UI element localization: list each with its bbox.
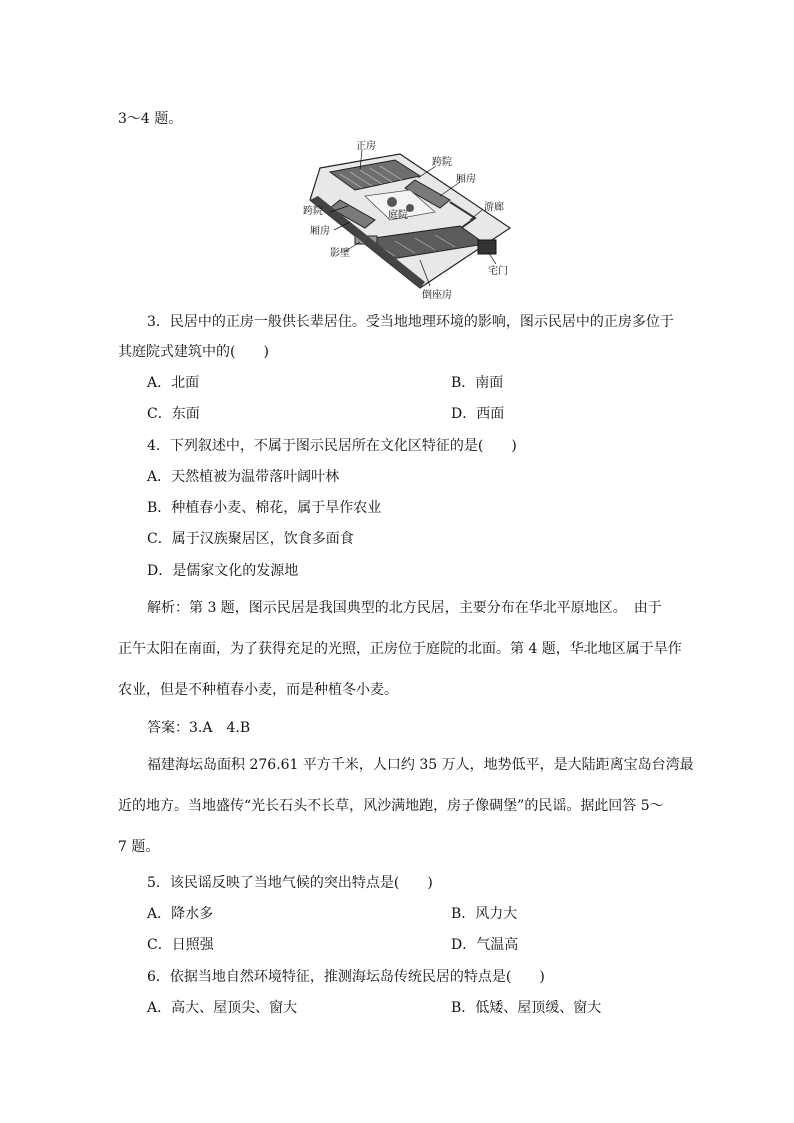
- answer-line: 答案：3.A 4.B: [147, 720, 251, 736]
- q3-option-a[interactable]: A．北面: [147, 375, 200, 391]
- passage-line1: 福建海坛岛面积 276.61 平方千米，人口约 35 万人，地势低平，是大陆距离宝岛台湾最: [147, 757, 694, 773]
- q6-option-a[interactable]: A．高大、屋顶尖、窗大: [147, 1000, 298, 1016]
- label-zhengfang: 正房: [356, 141, 376, 152]
- q4-option-b[interactable]: B．种植春小麦、棉花，属于旱作农业: [147, 500, 382, 516]
- q4-option-a[interactable]: A．天然植被为温带落叶阔叶林: [147, 469, 340, 485]
- label-tingyuan: 庭院: [388, 210, 408, 221]
- q4-stem: 4．下列叙述中，不属于图示民居所在文化区特征的是( ): [147, 438, 517, 454]
- q4-option-d[interactable]: D．是儒家文化的发源地: [147, 563, 299, 579]
- q5-option-c[interactable]: C．日照强: [147, 937, 214, 953]
- analysis-line3: 农业，但是不种植春小麦，而是种植冬小麦。: [118, 682, 398, 698]
- label-yingbi: 影壁: [330, 248, 350, 259]
- label-xiangfang-left: 厢房: [310, 226, 330, 237]
- q3-stem-line2: 其庭院式建筑中的( ): [118, 344, 269, 360]
- q3-stem-line1: 3．民居中的正房一般供长辈居住。受当地地理环境的影响，图示民居中的正房多位于: [147, 314, 674, 330]
- q3-option-c[interactable]: C．东面: [147, 406, 200, 422]
- intro-tail: 3～4 题。: [118, 111, 183, 127]
- analysis-line1: 解析：第 3 题，图示民居是我国典型的北方民居，主要分布在华北平原地区。 由于: [147, 600, 662, 616]
- label-kuayuan-left: 跨院: [303, 206, 323, 217]
- label-kuayuan-right: 跨院: [432, 157, 452, 168]
- q6-stem: 6．依据当地自然环境特征，推测海坛岛传统民居的特点是( ): [147, 969, 545, 985]
- q5-option-d[interactable]: D．气温高: [451, 937, 519, 953]
- label-youlang: 游廊: [484, 202, 504, 213]
- courtyard-house-figure: [300, 140, 520, 300]
- siheyuan-illustration: [300, 140, 520, 300]
- analysis-line2: 正午太阳在南面，为了获得充足的光照，正房位于庭院的北面。第 4 题，华北地区属于旱作: [118, 641, 682, 657]
- q6-option-b[interactable]: B．低矮、屋顶缓、窗大: [451, 1000, 602, 1016]
- q4-option-c[interactable]: C．属于汉族聚居区，饮食多面食: [147, 531, 354, 547]
- q5-stem: 5．该民谣反映了当地气候的突出特点是( ): [147, 875, 433, 891]
- q3-option-d[interactable]: D．西面: [451, 406, 505, 422]
- q5-option-b[interactable]: B．风力大: [451, 906, 518, 922]
- label-daozuofang: 倒座房: [422, 290, 452, 300]
- passage-line3: 7 题。: [118, 839, 160, 855]
- label-zhaimen: 宅门: [488, 266, 508, 277]
- passage-line2: 近的地方。当地盛传“光长石头不长草，风沙满地跑，房子像碉堡”的民谣。据此回答 5～: [118, 798, 664, 814]
- label-xiangfang-right: 厢房: [456, 174, 476, 185]
- q5-option-a[interactable]: A．降水多: [147, 906, 214, 922]
- q3-option-b[interactable]: B．南面: [451, 375, 504, 391]
